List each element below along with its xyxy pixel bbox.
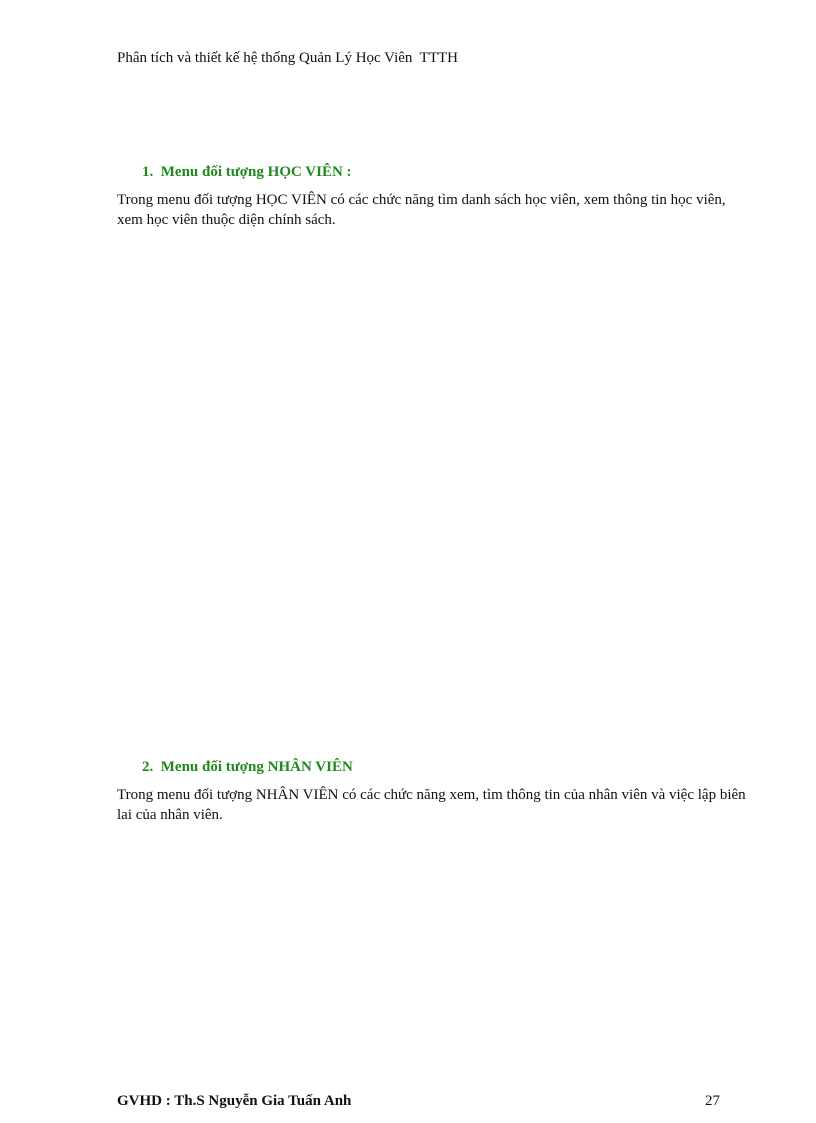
page-footer (117, 1091, 720, 1109)
footer-advisor: GVHD : Th.S Nguyễn Gia Tuấn Anh (117, 1093, 352, 1109)
section-heading-nhan-vien: 2. Menu đối tượng NHÂN VIÊN (142, 759, 353, 775)
section-body-hoc-vien: Trong menu đối tượng HỌC VIÊN có các chức năng tìm danh sách học viên, xem thông tin học viên, xem học viên thuộc diện chính sách. (117, 192, 726, 228)
section-heading-hoc-vien: 1. Menu đối tượng HỌC VIÊN : (142, 164, 352, 180)
section-body-nhan-vien: Trong menu đối tượng NHÂN VIÊN có các chức năng xem, tìm thông tin của nhân viên và việc lập biên lai của nhân viên. (117, 787, 746, 823)
page-number: 27 (705, 1093, 720, 1109)
page-header: Phân tích và thiết kế hệ thống Quản Lý Học Viên TTTH (117, 50, 458, 66)
